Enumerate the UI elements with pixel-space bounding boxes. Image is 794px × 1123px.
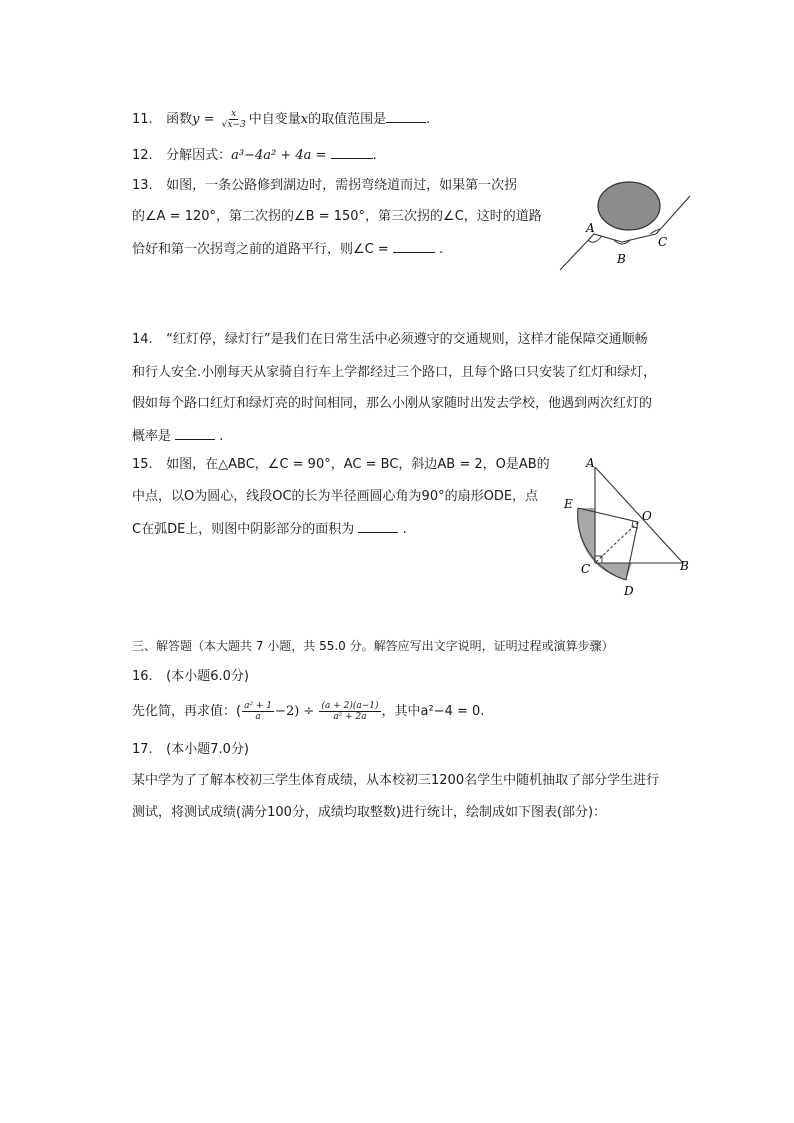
question-13-line1: 13. 如图，一条公路修到湖边时，需拐弯绕道而过，如果第一次拐 — [132, 176, 517, 196]
question-number: 17. — [132, 742, 153, 757]
question-15-line2: 中点，以O为圆心，线段OC的长为半径画圆心角为90°的扇形ODE，点 — [132, 489, 539, 504]
question-number: 11. — [132, 112, 153, 127]
question-16-body: 先化简，再求值：( $\frac{\text{a² + 1}}{a}$ −2) ÷ $\frac{(a + 2)(a-1)}{\text{a² + 2a}}$ ，其中a²−4 = 0. — [132, 701, 485, 722]
triangle-sector-figure — [560, 452, 700, 602]
question-11: 11. 函数y = $\frac{x}{√x-3}$ 中自变量x的取值范围是 . — [132, 109, 431, 130]
answer-blank — [393, 238, 435, 253]
label-e: E — [564, 497, 573, 511]
section-3-header: 三、解答题（本大题共 7 小题，共 55.0 分。解答应写出文字说明，证明过程或演算步骤） — [132, 639, 614, 653]
question-17-line1: 某中学为了了解本校初三学生体育成绩，从本校初三1200名学生中随机抽取了部分学生进行 — [132, 773, 660, 788]
label-c: C — [658, 235, 668, 249]
angle-arc-a — [588, 236, 602, 242]
fraction: $\frac{x}{√x-3}$ — [221, 109, 246, 130]
label-d: D — [624, 584, 634, 598]
question-16-header: 16. (本小题6.0分) — [132, 667, 249, 687]
question-14-line2: 和行人安全.小刚每天从家骑自行车上学都经过三个路口，且每个路口只安装了红灯和绿灯， — [132, 365, 657, 380]
label-a: A — [586, 221, 595, 235]
question-17-line2: 测试，将测试成绩(满分100分，成绩均取整数)进行统计，绘制成如下图表(部分)： — [132, 805, 607, 820]
question-14-line4: 概率是 . — [132, 425, 223, 447]
road-lake-figure — [556, 176, 696, 274]
label-b: B — [617, 252, 626, 266]
question-14-line3: 假如每个路口红灯和绿灯亮的时间相同，那么小刚从家随时出发去学校，他遇到两次红灯的 — [132, 396, 653, 411]
label-a: A — [586, 456, 595, 470]
question-13-line3: 恰好和第一次拐弯之前的道路平行，则∠C = . — [132, 238, 443, 260]
fraction: $\frac{\text{a² + 1}}{a}$ — [244, 701, 273, 722]
dashed-oc — [595, 522, 638, 563]
question-12: 12. 分解因式：a³−4a² + 4a = . — [132, 144, 377, 166]
question-number: 15. — [132, 457, 153, 472]
question-15-line1: 15. 如图，在△ABC，∠C = 90°，AC = BC，斜边AB = 2，O是AB的 — [132, 455, 550, 475]
question-number: 12. — [132, 148, 153, 163]
label-c: C — [581, 562, 591, 576]
fraction: $\frac{(a + 2)(a-1)}{\text{a² + 2a}}$ — [321, 701, 379, 722]
lake-shape — [598, 182, 660, 230]
answer-blank — [358, 518, 398, 533]
question-15-line3: C在弧DE上，则图中阴影部分的面积为 . — [132, 518, 407, 540]
question-14-line1: 14. “红灯停，绿灯行”是我们在日常生活中必须遵守的交通规则，这样才能保障交通顺畅 — [132, 330, 648, 350]
question-17-header: 17. (本小题7.0分) — [132, 740, 249, 760]
question-number: 16. — [132, 669, 153, 684]
shaded-region-left — [577, 508, 595, 563]
question-13-line2: 的∠A = 120°，第二次拐的∠B = 150°，第三次拐的∠C，这时的道路 — [132, 209, 542, 224]
answer-blank — [175, 425, 215, 440]
question-number: 13. — [132, 178, 153, 193]
answer-blank — [386, 108, 426, 123]
label-o: O — [642, 509, 652, 523]
label-b: B — [680, 559, 689, 573]
answer-blank — [331, 144, 373, 159]
question-number: 14. — [132, 332, 153, 347]
radius-od — [626, 522, 638, 580]
